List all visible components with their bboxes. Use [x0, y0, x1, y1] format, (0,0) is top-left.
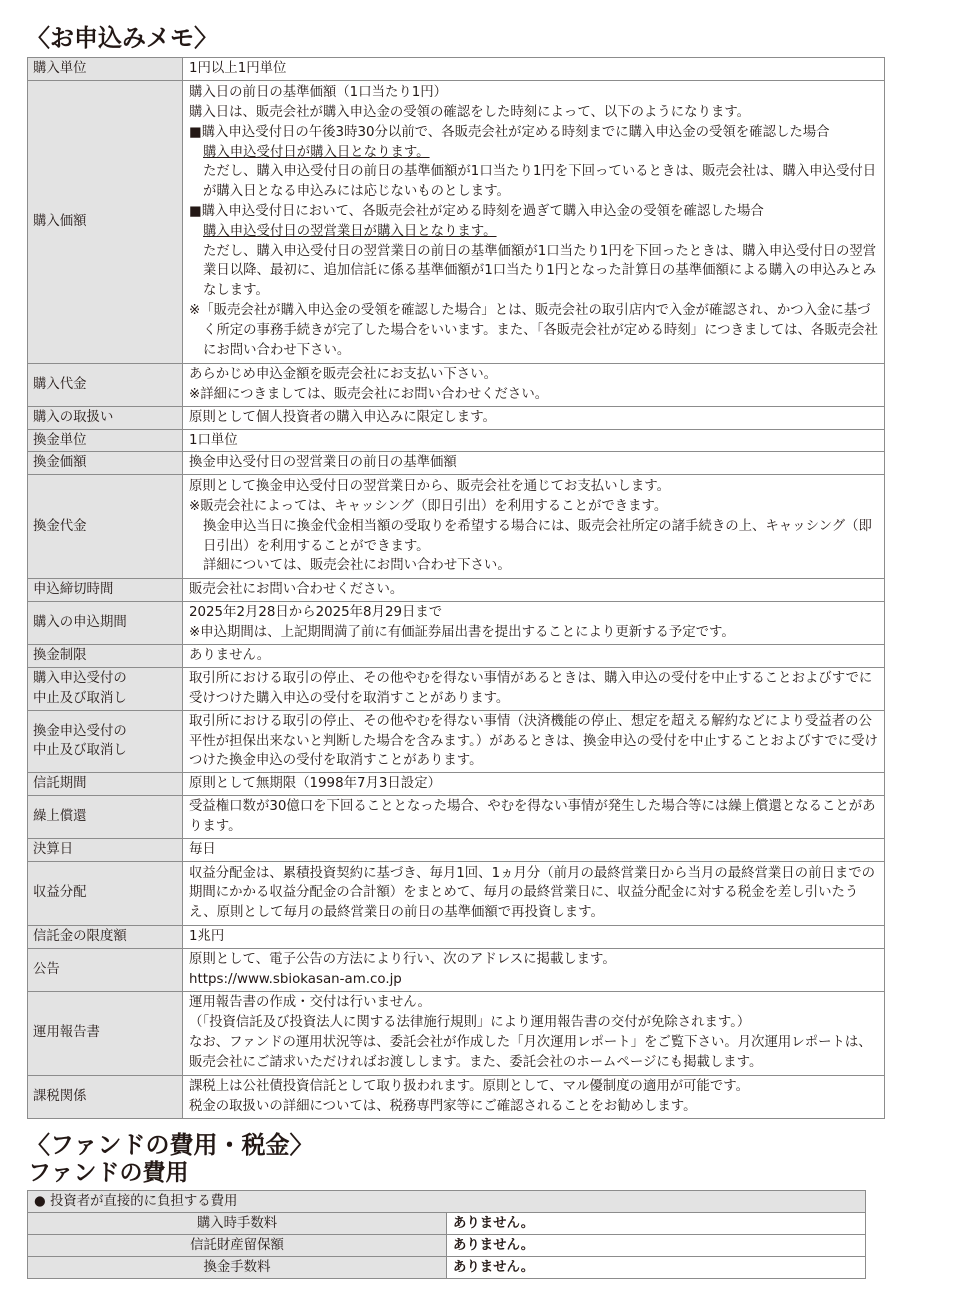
fees-header: ● 投資者が直接的に負担する費用 — [28, 1191, 866, 1213]
row-label-early-redemption: 繰上償還 — [28, 795, 183, 838]
row-label-settlement: 決算日 — [28, 838, 183, 861]
text-line: あらかじめ申込金額を販売会社にお支払い下さい。 — [189, 367, 497, 382]
row-label-price: 購入価額 — [28, 80, 183, 363]
text-line: 受益権口数が30億口を下回ることとなった場合、やむを得ない事情が発生した場合等には繰上償還となることがあります。 — [189, 799, 876, 834]
table-row — [28, 644, 885, 667]
text-line: 原則として、電子公告の方法により行い、次のアドレスに掲載します。 — [189, 951, 616, 967]
row-value-notice — [183, 948, 885, 991]
text-line: 購入申込受付日が購入日となります。 — [203, 144, 430, 160]
table-row — [28, 406, 885, 429]
row-value-settlement — [183, 838, 885, 861]
text-line: 購入日は、販売会社が購入申込金の受領の確認をした時刻によって、以下のようになります。 — [189, 105, 751, 121]
table-row — [28, 58, 885, 81]
memo-table — [27, 57, 885, 1119]
row-label-tax: 課税関係 — [28, 1075, 183, 1118]
fee-value: ありません。 — [447, 1235, 866, 1257]
row-label-distribution: 収益分配 — [28, 861, 183, 925]
text-line: 購入日の前日の基準価額（1口当たり1円） — [189, 85, 448, 101]
table-row — [28, 861, 885, 925]
table-row — [28, 475, 885, 579]
table-row — [28, 667, 885, 710]
row-value-redeem-limit — [183, 644, 885, 667]
text-line: 購入申込受付日の翌営業日が購入日となります。 — [203, 223, 497, 239]
row-label-period: 購入の申込期間 — [28, 601, 183, 644]
text-line: 1円以上1円単位 — [189, 61, 287, 76]
fee-label: 購入時手数料 — [28, 1213, 447, 1235]
text-line: 1兆円 — [189, 928, 225, 944]
text-line: ただし、購入申込受付日の前日の基準価額が1口当たり1円を下回っているときは、販売会社は、購入申込受付日が購入日となる申込みには応じないものとします。 — [203, 164, 877, 200]
notice-url: https://www.sbiokasan-am.co.jp — [189, 971, 402, 987]
row-label-limit: 信託金の限度額 — [28, 925, 183, 948]
row-value-unit — [183, 58, 885, 81]
label-line: 換金申込受付の — [33, 723, 127, 739]
text-line: 取引所における取引の停止、その他やむを得ない事情があるときは、購入申込の受付を中止することおよびすでに受けつけた購入申込の受付を取消すことがあります。 — [189, 670, 873, 706]
row-label-payment: 購入代金 — [28, 363, 183, 406]
table-row — [28, 429, 885, 452]
row-value-redeem-unit — [183, 429, 885, 452]
table-row — [28, 363, 885, 406]
table-row — [28, 452, 885, 475]
text-line: ※販売会社によっては、キャッシング（即日引出）を利用することができます。 — [189, 498, 668, 514]
row-label-handling: 購入の取扱い — [28, 406, 183, 429]
text-line: 税金の取扱いの詳細については、税務専門家等にご確認されることをお勧めします。 — [189, 1098, 697, 1114]
fees-table — [27, 1190, 866, 1279]
row-value-deadline — [183, 579, 885, 602]
text-line: 換金申込当日に換金代金相当額の受取りを希望する場合には、販売会社所定の諸手続きの上、キャッシング（即日引出）を利用することができます。 — [203, 518, 872, 554]
text-line: 原則として換金申込受付日の翌営業日から、販売会社を通じてお支払いします。 — [189, 479, 670, 495]
text-line: 毎日 — [189, 841, 216, 857]
row-value-trust-period — [183, 773, 885, 796]
text-line: 収益分配金は、累積投資契約に基づき、毎月1回、1ヵ月分（前月の最終営業日から当月の最終営業日の前日までの期間にかかる収益分配金の合計額）をまとめて、毎月の最終営業日に、収益分配金に対する税金を差し引いたうえ、原則として毎月の最終営業日の前日の基準価額で再投資します。 — [189, 865, 876, 921]
text-line: ■購入申込受付日の午後3時30分以前で、各販売会社が定める時刻までに購入申込金の受領を確認した場合 — [189, 124, 830, 140]
label-line: 購入申込受付の — [33, 670, 127, 686]
table-row — [28, 795, 885, 838]
row-label-unit: 購入単位 — [28, 58, 183, 81]
row-label-purchase-cancel — [28, 667, 183, 710]
row-value-tax — [183, 1075, 885, 1118]
text-line: ※申込期間は、上記期間満了前に有価証券届出書を提出することにより更新する予定です。 — [189, 624, 735, 640]
text-line: （「投資信託及び投資法人に関する法律施行規則」により運用報告書の交付が免除されます。） — [189, 1015, 751, 1031]
table-row — [28, 991, 885, 1075]
row-value-period — [183, 601, 885, 644]
text-line: 取引所における取引の停止、その他やむを得ない事情（決済機能の停止、想定を超える解約などにより受益者の公平性が担保出来ないと判断した場合を含みます。）があるときは、換金申込の受付を中止することおよびすでに受けつけた換金申込の受付を取消すことがあります。 — [189, 713, 878, 769]
table-row — [28, 948, 885, 991]
table-row — [28, 80, 885, 363]
table-row — [28, 601, 885, 644]
text-line: 運用報告書の作成・交付は行いません。 — [189, 995, 431, 1011]
text-line: 詳細については、販売会社にお問い合わせ下さい。 — [203, 558, 511, 574]
row-value-redeem-price — [183, 452, 885, 475]
table-row — [28, 838, 885, 861]
text-line: 原則として個人投資者の購入申込みに限定します。 — [189, 409, 496, 425]
row-label-redeem-cancel — [28, 710, 183, 772]
table-row — [28, 773, 885, 796]
table-row — [28, 1257, 866, 1279]
table-row — [28, 1075, 885, 1118]
text-line: ※「販売会社が購入申込金の受領を確認した場合」とは、販売会社の取引店内で入金が確認され、かつ入金に基づく所定の事務手続きが完了した場合をいいます。また、「各販売会社が定める時刻」につきましては、各販売会社にお問い合わせ下さい。 — [189, 302, 878, 358]
text-line: ただし、購入申込受付日の翌営業日の前日の基準価額が1口当たり1円を下回ったときは、購入申込受付日の翌営業日以降、最初に、追加信託に係る基準価額が1口当たり1円となった計算日の基準価額による購入の申込みとみなします。 — [203, 243, 877, 299]
label-line: 中止及び取消し — [33, 690, 127, 706]
row-value-handling — [183, 406, 885, 429]
table-row — [28, 579, 885, 602]
text-line: ありません。 — [189, 647, 271, 663]
fee-value: ありません。 — [447, 1257, 866, 1279]
row-value-price — [183, 80, 885, 363]
row-value-redeem-cancel — [183, 710, 885, 772]
table-row — [28, 925, 885, 948]
row-label-report: 運用報告書 — [28, 991, 183, 1075]
row-label-trust-period: 信託期間 — [28, 773, 183, 796]
text-line: 原則として無期限（1998年7月3日設定） — [189, 776, 441, 792]
row-value-report — [183, 991, 885, 1075]
row-label-redeem-limit: 換金制限 — [28, 644, 183, 667]
row-value-payment — [183, 363, 885, 406]
row-label-redeem-price: 換金価額 — [28, 452, 183, 475]
fee-value: ありません。 — [447, 1213, 866, 1235]
text-line: 課税上は公社債投資信託として取り扱われます。原則として、マル優制度の適用が可能です。 — [189, 1078, 749, 1094]
text-line: 換金申込受付日の翌営業日の前日の基準価額 — [189, 455, 457, 471]
row-label-deadline: 申込締切時間 — [28, 579, 183, 602]
table-row — [28, 1235, 866, 1257]
row-label-redeem-unit: 換金単位 — [28, 429, 183, 452]
table-row — [28, 1191, 866, 1213]
row-value-redeem-payment — [183, 475, 885, 579]
row-value-distribution — [183, 861, 885, 925]
row-value-early-redemption — [183, 795, 885, 838]
row-label-redeem-payment: 換金代金 — [28, 475, 183, 579]
label-line: 中止及び取消し — [33, 743, 127, 759]
text-line: ■購入申込受付日において、各販売会社が定める時刻を過ぎて購入申込金の受領を確認した場合 — [189, 204, 764, 219]
row-label-notice: 公告 — [28, 948, 183, 991]
memo-title: 〈お申込みメモ〉 — [26, 24, 218, 52]
row-value-purchase-cancel — [183, 667, 885, 710]
text-line: 販売会社にお問い合わせください。 — [189, 582, 404, 598]
fees-subtitle: ファンドの費用 — [28, 1160, 189, 1186]
text-line: なお、ファンドの運用状況等は、委託会社が作成した「月次運用レポート」をご覧下さい。月次運用レポートは、販売会社にご請求いただければお渡しします。また、委託会社のホームページにも掲載します。 — [189, 1035, 872, 1070]
fee-label: 信託財産留保額 — [28, 1235, 447, 1257]
text-line: 2025年2月28日から2025年8月29日まで — [189, 605, 443, 621]
fee-label: 換金手数料 — [28, 1257, 447, 1279]
table-row — [28, 1213, 866, 1235]
table-row — [28, 710, 885, 772]
text-line: 1口単位 — [189, 432, 238, 448]
row-value-limit — [183, 925, 885, 948]
text-line: ※詳細につきましては、販売会社にお問い合わせください。 — [189, 386, 549, 402]
fees-title: 〈ファンドの費用・税金〉 — [26, 1131, 314, 1159]
